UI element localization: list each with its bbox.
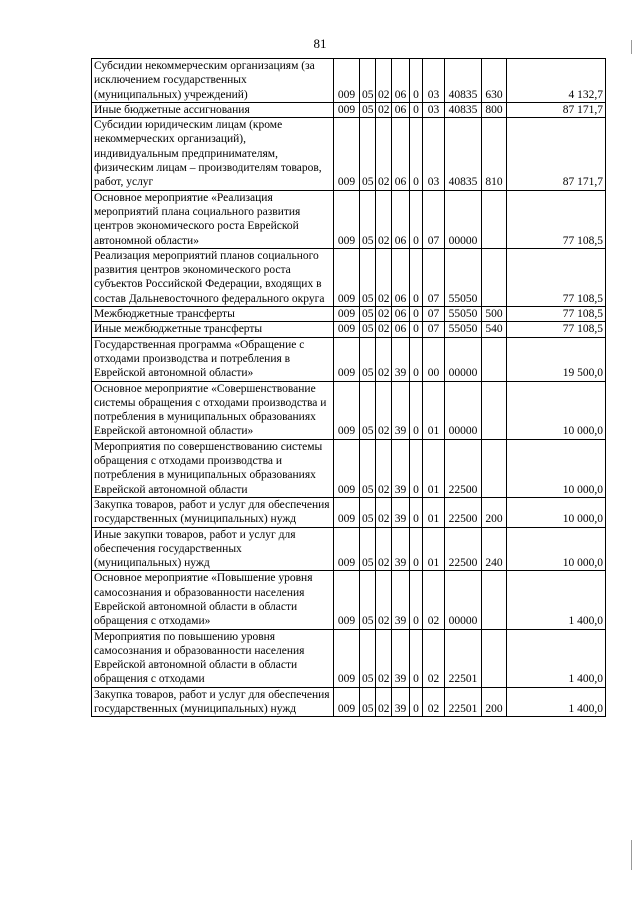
row-sum-cell: 77 108,5 <box>507 190 606 248</box>
row-name-cell: Закупка товаров, работ и услуг для обеспечения государственных (муниципальных) нужд <box>92 687 334 717</box>
row-sum-cell: 1 400,0 <box>507 687 606 717</box>
code-program-cell: 06 <box>392 118 410 190</box>
code-direction-cell: 22500 <box>445 497 482 527</box>
code-gr-cell: 009 <box>334 59 360 103</box>
code-pr-cell: 02 <box>376 687 392 717</box>
table-row <box>92 190 606 248</box>
code-pr-cell: 02 <box>376 102 392 117</box>
row-sum-cell: 77 108,5 <box>507 307 606 322</box>
code-vr-cell <box>482 629 507 687</box>
code-rz-cell: 05 <box>360 307 376 322</box>
code-gr-cell: 009 <box>334 497 360 527</box>
code-gr-cell: 009 <box>334 337 360 381</box>
table-row <box>92 337 606 381</box>
code-direction-cell: 00000 <box>445 190 482 248</box>
code-vr-cell <box>482 439 507 497</box>
table-row <box>92 527 606 571</box>
code-program-cell: 06 <box>392 190 410 248</box>
code-pr-cell: 02 <box>376 59 392 103</box>
table-row <box>92 629 606 687</box>
code-program-cell: 39 <box>392 571 410 629</box>
code-gr-cell: 009 <box>334 322 360 337</box>
row-name-cell: Иные закупки товаров, работ и услуг для обеспечения государственных (муниципальных) нужд <box>92 527 334 571</box>
row-sum-cell: 4 132,7 <box>507 59 606 103</box>
code-vr-cell <box>482 248 507 306</box>
code-pr-cell: 02 <box>376 439 392 497</box>
code-vr-cell: 240 <box>482 527 507 571</box>
code-rz-cell: 05 <box>360 190 376 248</box>
code-program-cell: 06 <box>392 307 410 322</box>
table-row <box>92 248 606 306</box>
budget-table <box>91 58 606 717</box>
code-rz-cell: 05 <box>360 629 376 687</box>
code-event-cell: 07 <box>423 307 445 322</box>
code-vr-cell <box>482 337 507 381</box>
code-program-cell: 06 <box>392 102 410 117</box>
code-vr-cell <box>482 571 507 629</box>
table-row <box>92 381 606 439</box>
code-gr-cell: 009 <box>334 527 360 571</box>
code-event-cell: 01 <box>423 439 445 497</box>
code-vr-cell: 630 <box>482 59 507 103</box>
row-name-cell: Основное мероприятие «Совершенствование системы обращения с отходами производства и потребления в муниципальных образованиях Еврейской автономной области» <box>92 381 334 439</box>
code-subprogram-cell: 0 <box>410 59 423 103</box>
code-program-cell: 39 <box>392 497 410 527</box>
code-pr-cell: 02 <box>376 248 392 306</box>
code-gr-cell: 009 <box>334 248 360 306</box>
code-direction-cell: 22500 <box>445 439 482 497</box>
code-vr-cell: 500 <box>482 307 507 322</box>
code-subprogram-cell: 0 <box>410 248 423 306</box>
row-name-cell: Закупка товаров, работ и услуг для обеспечения государственных (муниципальных) нужд <box>92 497 334 527</box>
code-direction-cell: 40835 <box>445 59 482 103</box>
code-event-cell: 03 <box>423 102 445 117</box>
code-subprogram-cell: 0 <box>410 118 423 190</box>
code-rz-cell: 05 <box>360 337 376 381</box>
code-gr-cell: 009 <box>334 439 360 497</box>
table-row <box>92 102 606 117</box>
code-rz-cell: 05 <box>360 102 376 117</box>
code-pr-cell: 02 <box>376 337 392 381</box>
table-row <box>92 687 606 717</box>
scan-edge-mark <box>631 840 632 870</box>
row-sum-cell: 10 000,0 <box>507 381 606 439</box>
page-number: 81 <box>313 36 327 51</box>
code-event-cell: 07 <box>423 248 445 306</box>
code-event-cell: 07 <box>423 322 445 337</box>
row-name-cell: Основное мероприятие «Реализация мероприятий плана социального развития центров экономического роста Еврейской автономной области» <box>92 190 334 248</box>
row-sum-cell: 19 500,0 <box>507 337 606 381</box>
code-gr-cell: 009 <box>334 190 360 248</box>
code-subprogram-cell: 0 <box>410 307 423 322</box>
code-pr-cell: 02 <box>376 497 392 527</box>
code-program-cell: 06 <box>392 59 410 103</box>
scan-edge-mark <box>631 40 632 54</box>
code-program-cell: 39 <box>392 381 410 439</box>
row-name-cell: Государственная программа «Обращение с отходами производства и потребления в Еврейской автономной области» <box>92 337 334 381</box>
table-body <box>92 59 606 717</box>
row-name-cell: Иные бюджетные ассигнования <box>92 102 334 117</box>
code-vr-cell: 810 <box>482 118 507 190</box>
code-pr-cell: 02 <box>376 307 392 322</box>
code-vr-cell <box>482 381 507 439</box>
table-row <box>92 497 606 527</box>
code-program-cell: 39 <box>392 337 410 381</box>
row-name-cell: Реализация мероприятий планов социального развития центров экономического роста субъектов Российской Федерации, входящих в состав Дальневосточного федерального округа <box>92 248 334 306</box>
row-sum-cell: 87 171,7 <box>507 118 606 190</box>
code-event-cell: 01 <box>423 381 445 439</box>
code-event-cell: 00 <box>423 337 445 381</box>
code-direction-cell: 55050 <box>445 322 482 337</box>
code-direction-cell: 40835 <box>445 102 482 117</box>
code-subprogram-cell: 0 <box>410 497 423 527</box>
code-program-cell: 06 <box>392 322 410 337</box>
code-event-cell: 02 <box>423 571 445 629</box>
code-direction-cell: 40835 <box>445 118 482 190</box>
row-sum-cell: 10 000,0 <box>507 439 606 497</box>
code-event-cell: 01 <box>423 497 445 527</box>
code-rz-cell: 05 <box>360 381 376 439</box>
table-row <box>92 322 606 337</box>
code-direction-cell: 00000 <box>445 381 482 439</box>
code-rz-cell: 05 <box>360 439 376 497</box>
code-subprogram-cell: 0 <box>410 102 423 117</box>
code-program-cell: 39 <box>392 527 410 571</box>
table-row <box>92 118 606 190</box>
row-sum-cell: 77 108,5 <box>507 322 606 337</box>
code-subprogram-cell: 0 <box>410 439 423 497</box>
code-program-cell: 06 <box>392 248 410 306</box>
code-direction-cell: 55050 <box>445 307 482 322</box>
code-event-cell: 03 <box>423 59 445 103</box>
code-pr-cell: 02 <box>376 381 392 439</box>
code-event-cell: 07 <box>423 190 445 248</box>
code-event-cell: 01 <box>423 527 445 571</box>
code-rz-cell: 05 <box>360 322 376 337</box>
row-sum-cell: 10 000,0 <box>507 497 606 527</box>
row-name-cell: Субсидии некоммерческим организациям (за исключением государственных (муниципальных) учреждений) <box>92 59 334 103</box>
code-rz-cell: 05 <box>360 687 376 717</box>
code-rz-cell: 05 <box>360 527 376 571</box>
row-name-cell: Мероприятия по совершенствованию системы обращения с отходами производства и потребления в муниципальных образованиях Еврейской автономной области <box>92 439 334 497</box>
row-name-cell: Основное мероприятие «Повышение уровня самосознания и образованности населения Еврейской автономной области в области обращения с отходами» <box>92 571 334 629</box>
code-program-cell: 39 <box>392 439 410 497</box>
code-vr-cell: 200 <box>482 497 507 527</box>
code-program-cell: 39 <box>392 629 410 687</box>
code-gr-cell: 009 <box>334 687 360 717</box>
code-pr-cell: 02 <box>376 629 392 687</box>
row-sum-cell: 1 400,0 <box>507 571 606 629</box>
code-program-cell: 39 <box>392 687 410 717</box>
code-rz-cell: 05 <box>360 59 376 103</box>
row-name-cell: Субсидии юридическим лицам (кроме некоммерческих организаций), индивидуальным предпринимателям, физическим лицам – производителям товаров, работ, услуг <box>92 118 334 190</box>
code-vr-cell <box>482 190 507 248</box>
code-gr-cell: 009 <box>334 629 360 687</box>
code-event-cell: 02 <box>423 629 445 687</box>
row-name-cell: Иные межбюджетные трансферты <box>92 322 334 337</box>
code-gr-cell: 009 <box>334 571 360 629</box>
code-rz-cell: 05 <box>360 248 376 306</box>
table-row <box>92 571 606 629</box>
row-name-cell: Мероприятия по повышению уровня самосознания и образованности населения Еврейской автономной области в области обращения с отходами <box>92 629 334 687</box>
code-gr-cell: 009 <box>334 118 360 190</box>
code-direction-cell: 22501 <box>445 629 482 687</box>
code-subprogram-cell: 0 <box>410 322 423 337</box>
code-event-cell: 03 <box>423 118 445 190</box>
code-gr-cell: 009 <box>334 381 360 439</box>
code-direction-cell: 00000 <box>445 571 482 629</box>
code-pr-cell: 02 <box>376 571 392 629</box>
code-subprogram-cell: 0 <box>410 381 423 439</box>
code-pr-cell: 02 <box>376 118 392 190</box>
code-direction-cell: 00000 <box>445 337 482 381</box>
code-pr-cell: 02 <box>376 190 392 248</box>
code-gr-cell: 009 <box>334 102 360 117</box>
code-subprogram-cell: 0 <box>410 190 423 248</box>
code-subprogram-cell: 0 <box>410 571 423 629</box>
code-subprogram-cell: 0 <box>410 527 423 571</box>
code-direction-cell: 22501 <box>445 687 482 717</box>
code-rz-cell: 05 <box>360 497 376 527</box>
table-row <box>92 307 606 322</box>
code-subprogram-cell: 0 <box>410 687 423 717</box>
code-gr-cell: 009 <box>334 307 360 322</box>
row-sum-cell: 1 400,0 <box>507 629 606 687</box>
row-sum-cell: 87 171,7 <box>507 102 606 117</box>
code-vr-cell: 200 <box>482 687 507 717</box>
code-vr-cell: 800 <box>482 102 507 117</box>
code-pr-cell: 02 <box>376 322 392 337</box>
code-subprogram-cell: 0 <box>410 629 423 687</box>
code-rz-cell: 05 <box>360 571 376 629</box>
code-subprogram-cell: 0 <box>410 337 423 381</box>
table-row <box>92 439 606 497</box>
code-event-cell: 02 <box>423 687 445 717</box>
row-sum-cell: 77 108,5 <box>507 248 606 306</box>
row-sum-cell: 10 000,0 <box>507 527 606 571</box>
code-direction-cell: 55050 <box>445 248 482 306</box>
table-row <box>92 59 606 103</box>
row-name-cell: Межбюджетные трансферты <box>92 307 334 322</box>
code-direction-cell: 22500 <box>445 527 482 571</box>
code-pr-cell: 02 <box>376 527 392 571</box>
code-rz-cell: 05 <box>360 118 376 190</box>
code-vr-cell: 540 <box>482 322 507 337</box>
